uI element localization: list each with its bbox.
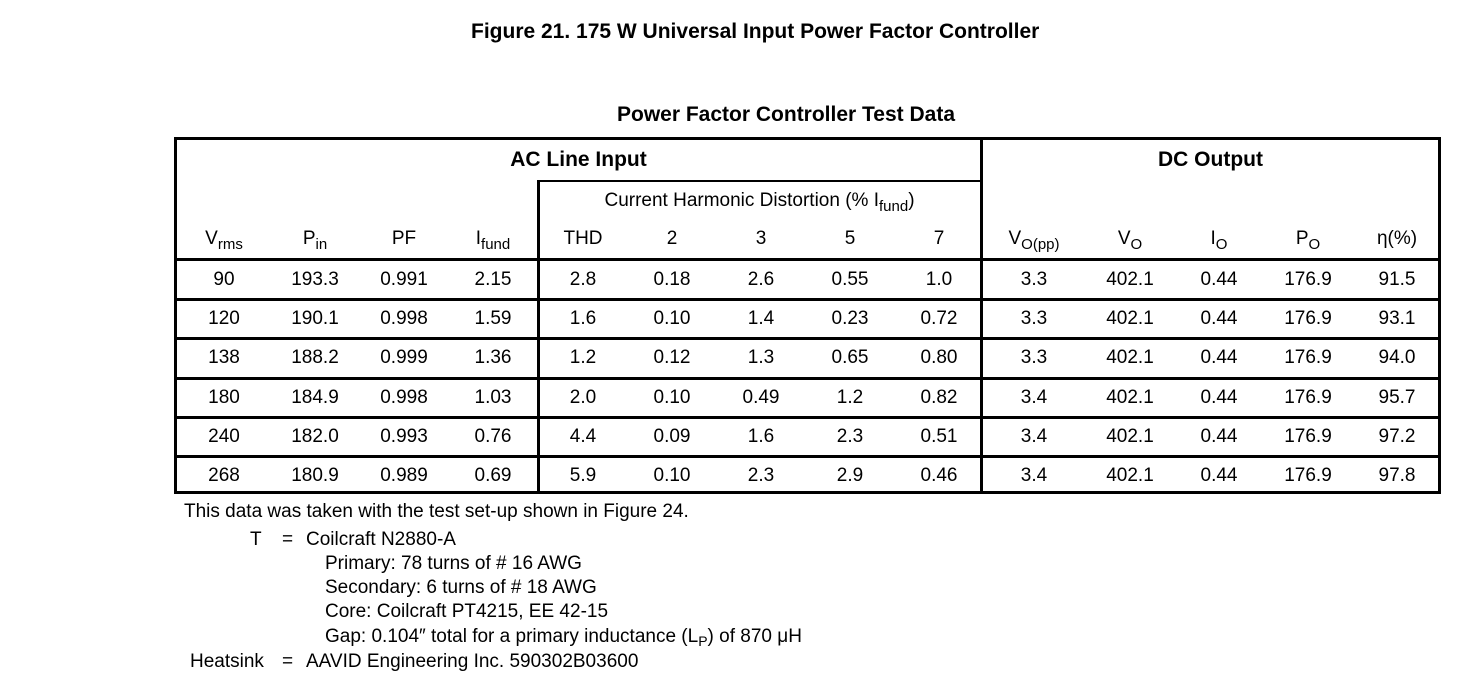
cell-eff: 97.8: [1378, 465, 1416, 486]
col-header-pf: PF: [391, 228, 417, 249]
cell-h7: 0.46: [920, 465, 958, 486]
col-header-ifund: $I_{fund}$: [475, 228, 511, 253]
cell-io: 0.44: [1200, 386, 1238, 408]
cell-h7: 0.82: [920, 386, 958, 408]
col-header-eff: η(%): [1376, 228, 1418, 249]
cell-po: 176.9: [1284, 308, 1332, 330]
cell-h5: 0.55: [831, 269, 869, 290]
cell-vo: 402.1: [1106, 425, 1154, 447]
cell-vrms: 138: [208, 347, 240, 369]
cell-io: 0.44: [1200, 425, 1238, 447]
current-harmonic-header: Current Harmonic Distortion (% $I_{fund}$): [604, 190, 915, 215]
cell-pf: 0.998: [380, 308, 428, 330]
col-header-thd: THD: [563, 228, 603, 249]
cell-eff: 93.1: [1378, 308, 1416, 330]
col-header-h2: 2: [666, 228, 678, 249]
col-header-h5: 5: [844, 228, 856, 249]
cell-pf: 0.999: [380, 347, 428, 369]
dc-output-header: DC Output: [1158, 148, 1263, 171]
thd-divider: [537, 180, 540, 491]
heatsink-label: Heatsink: [190, 651, 264, 672]
cell-h2: 0.10: [653, 465, 691, 486]
cell-vo: 402.1: [1106, 465, 1154, 486]
cell-po: 176.9: [1284, 425, 1332, 447]
transformer-gap: Gap: 0.104″ total for a primary inductance $(L_P)$ of 870 μH: [325, 626, 802, 649]
row-divider: [177, 377, 1438, 380]
cell-pin: 188.2: [291, 347, 339, 369]
cell-po: 176.9: [1284, 386, 1332, 408]
cell-h5: 0.23: [831, 308, 869, 330]
cell-h2: 0.18: [653, 269, 691, 290]
cell-po: 176.9: [1284, 465, 1332, 486]
cell-eff: 97.2: [1378, 425, 1416, 447]
cell-h3: 2.3: [747, 465, 775, 486]
cell-eff: 94.0: [1378, 347, 1416, 369]
transformer-primary: Primary: 78 turns of # 16 AWG: [325, 553, 582, 574]
transformer-core: Core: Coilcraft PT4215, EE 42-15: [325, 601, 609, 622]
col-header-pin: $P_{in}$: [302, 228, 328, 253]
cell-h3: 1.4: [747, 308, 775, 330]
cell-ifund: 1.36: [474, 347, 512, 369]
cell-vrms: 90: [213, 269, 235, 290]
cell-vopp: 3.4: [1020, 465, 1048, 486]
cell-h3: 1.3: [747, 347, 775, 369]
header-bottom-line: [177, 258, 1438, 261]
transformer-label: T: [250, 529, 262, 550]
cell-pin: 193.3: [291, 269, 339, 290]
table-title: Power Factor Controller Test Data: [617, 103, 956, 126]
cell-h3: 2.6: [747, 269, 775, 290]
col-header-io: $I_O$: [1210, 228, 1228, 253]
cell-eff: 95.7: [1378, 386, 1416, 408]
col-header-vo: $V_O$: [1117, 228, 1143, 253]
cell-ifund: 0.69: [474, 465, 512, 486]
harmonic-group-line: [537, 180, 980, 182]
cell-h2: 0.10: [653, 386, 691, 408]
cell-io: 0.44: [1200, 269, 1238, 290]
cell-vopp: 3.3: [1020, 347, 1048, 369]
cell-vrms: 240: [208, 425, 240, 447]
cell-vopp: 3.4: [1020, 425, 1048, 447]
heatsink-value: AAVID Engineering Inc. 590302B03600: [306, 651, 639, 672]
cell-thd: 5.9: [569, 465, 597, 486]
row-divider: [177, 455, 1438, 458]
cell-ifund: 0.76: [474, 425, 512, 447]
cell-pin: 180.9: [291, 465, 339, 486]
cell-vopp: 3.3: [1020, 308, 1048, 330]
cell-pin: 182.0: [291, 425, 339, 447]
cell-h7: 0.80: [920, 347, 958, 369]
cell-h7: 0.72: [920, 308, 958, 330]
col-header-vrms: $V_{rms}$: [205, 228, 243, 253]
cell-eff: 91.5: [1378, 269, 1416, 290]
cell-h7: 0.51: [920, 425, 958, 447]
cell-ifund: 1.03: [474, 386, 512, 408]
cell-h2: 0.12: [653, 347, 691, 369]
cell-io: 0.44: [1200, 347, 1238, 369]
cell-pf: 0.993: [380, 425, 428, 447]
cell-h5: 2.3: [836, 425, 864, 447]
cell-ifund: 2.15: [474, 269, 512, 290]
cell-h5: 0.65: [831, 347, 869, 369]
col-header-h3: 3: [755, 228, 767, 249]
col-header-vopp: $V_{O(pp)}$: [1008, 228, 1060, 253]
cell-h7: 1.0: [925, 269, 953, 290]
cell-pf: 0.991: [380, 269, 428, 290]
cell-io: 0.44: [1200, 465, 1238, 486]
col-header-po: $P_O$: [1295, 228, 1321, 253]
cell-thd: 2.0: [569, 386, 597, 408]
cell-h3: 1.6: [747, 425, 775, 447]
cell-pf: 0.989: [380, 465, 428, 486]
cell-vrms: 120: [208, 308, 240, 330]
cell-h2: 0.10: [653, 308, 691, 330]
cell-io: 0.44: [1200, 308, 1238, 330]
cell-vopp: 3.3: [1020, 269, 1048, 290]
row-divider: [177, 416, 1438, 419]
cell-vrms: 268: [208, 465, 240, 486]
cell-pin: 184.9: [291, 386, 339, 408]
transformer-secondary: Secondary: 6 turns of # 18 AWG: [325, 577, 597, 598]
cell-vo: 402.1: [1106, 269, 1154, 290]
cell-vo: 402.1: [1106, 386, 1154, 408]
row-divider: [177, 298, 1438, 301]
cell-thd: 1.2: [569, 347, 597, 369]
cell-thd: 2.8: [569, 269, 597, 290]
cell-thd: 4.4: [569, 425, 597, 447]
cell-thd: 1.6: [569, 308, 597, 330]
cell-pin: 190.1: [291, 308, 339, 330]
cell-po: 176.9: [1284, 269, 1332, 290]
cell-h3: 0.49: [742, 386, 780, 408]
cell-po: 176.9: [1284, 347, 1332, 369]
cell-ifund: 1.59: [474, 308, 512, 330]
transformer-value: Coilcraft N2880-A: [306, 529, 456, 550]
row-divider: [177, 337, 1438, 340]
cell-h5: 2.9: [836, 465, 864, 486]
cell-h5: 1.2: [836, 386, 864, 408]
ac-line-input-header: AC Line Input: [510, 148, 647, 171]
cell-vo: 402.1: [1106, 347, 1154, 369]
cell-pf: 0.998: [380, 386, 428, 408]
notes-intro: This data was taken with the test set-up shown in Figure 24.: [184, 501, 689, 522]
col-header-h7: 7: [933, 228, 945, 249]
figure-title: Figure 21. 175 W Universal Input Power Factor Controller: [471, 20, 1040, 43]
cell-h2: 0.09: [653, 425, 691, 447]
transformer-equals: =: [282, 529, 294, 550]
heatsink-equals: =: [282, 651, 294, 672]
test-data-table: [174, 137, 1441, 494]
cell-vo: 402.1: [1106, 308, 1154, 330]
cell-vrms: 180: [208, 386, 240, 408]
cell-vopp: 3.4: [1020, 386, 1048, 408]
